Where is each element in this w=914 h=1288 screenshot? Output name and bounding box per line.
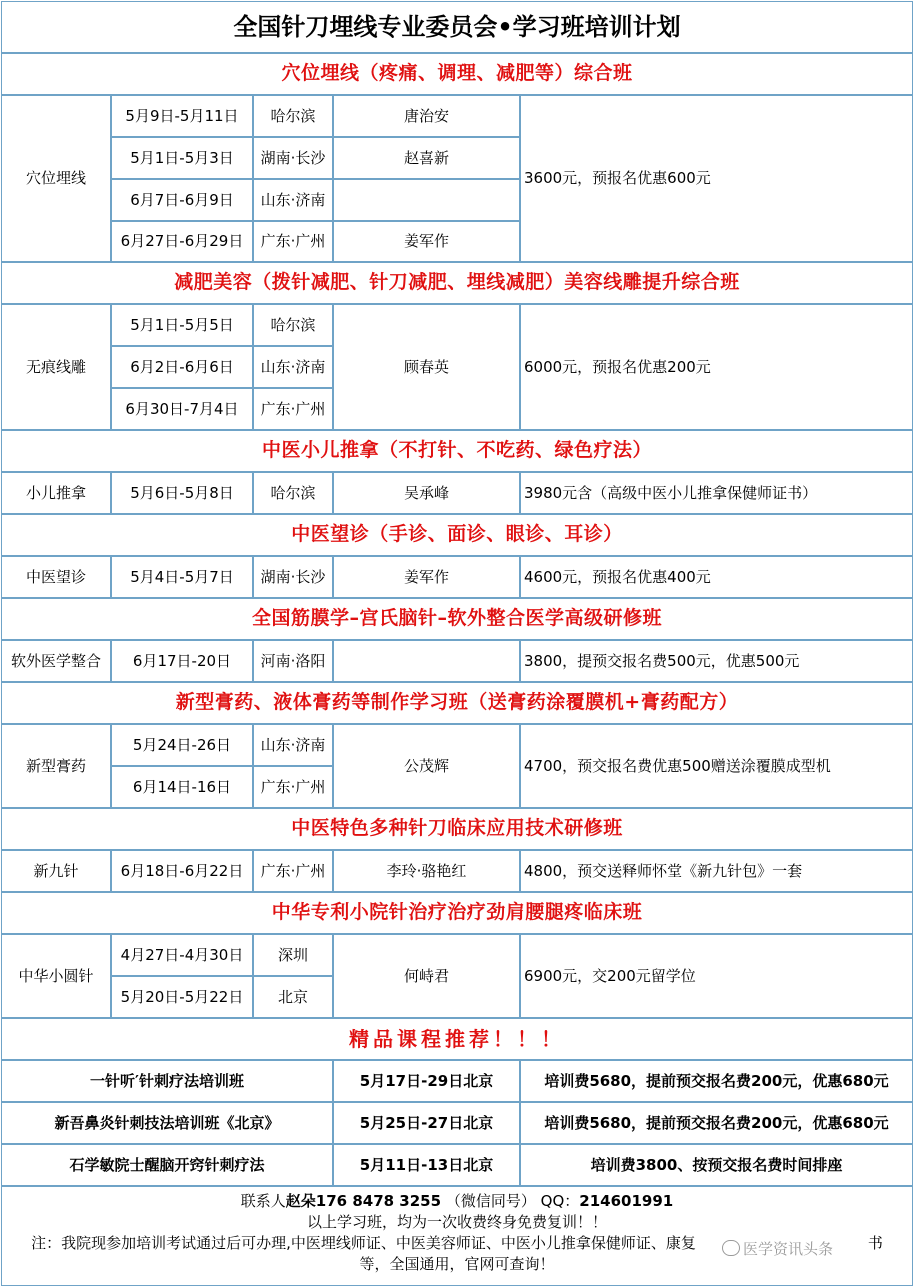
course-city: 广东·广州 [253,850,333,892]
course-name: 穴位埋线 [1,95,111,262]
recommend-course-name: 石学敏院士醒脑开窍针刺疗法 [1,1144,333,1186]
free-retrain-note: 以上学习班，均为一次收费终身免费复训！！ [306,1213,607,1231]
course-city: 山东·济南 [253,179,333,221]
course-price: 3980元含（高级中医小儿推拿保健师证书） [520,472,913,514]
course-price: 3600元，预报名优惠600元 [520,95,913,262]
wechat-note: （微信同号） [445,1192,536,1210]
course-teacher [333,640,520,682]
course-city: 哈尔滨 [253,472,333,514]
recommend-course-price: 培训费5680，提前预交报名费200元，优惠680元 [520,1102,913,1144]
course-date: 5月6日-5月8日 [111,472,253,514]
recommend-course-date: 5月25日-27日北京 [333,1102,520,1144]
course-city: 哈尔滨 [253,304,333,346]
course-teacher: 姜军作 [333,221,520,262]
qq-number: 214601991 [579,1192,674,1210]
section-heading: 中医特色多种针刀临床应用技术研修班 [1,808,913,850]
course-price: 6000元，预报名优惠200元 [520,304,913,430]
recommend-course-price: 培训费5680，提前预交报名费200元，优惠680元 [520,1060,913,1102]
recommend-heading: 精品课程推荐！！！ [1,1018,913,1060]
page-title: 全国针刀埋线专业委员会•学习班培训计划 [1,1,913,53]
course-teacher: 赵喜新 [333,137,520,179]
course-teacher: 公茂辉 [333,724,520,808]
course-date: 6月2日-6月6日 [111,346,253,388]
wechat-icon [722,1240,740,1256]
course-name: 中华小圆针 [1,934,111,1018]
course-date: 6月14日-16日 [111,766,253,808]
course-date: 6月7日-6月9日 [111,179,253,221]
course-date: 5月24日-26日 [111,724,253,766]
course-teacher: 李玲·骆艳红 [333,850,520,892]
course-date: 5月20日-5月22日 [111,976,253,1018]
course-price: 4600元，预报名优惠400元 [520,556,913,598]
course-teacher: 顾春英 [333,304,520,430]
course-date: 6月18日-6月22日 [111,850,253,892]
section-heading: 中医望诊（手诊、面诊、眼诊、耳诊） [1,514,913,556]
course-date: 5月1日-5月5日 [111,304,253,346]
course-date: 5月1日-5月3日 [111,137,253,179]
section-heading: 穴位埋线（疼痛、调理、减肥等）综合班 [1,53,913,95]
contact-prefix: 联系人 [240,1192,286,1210]
course-city: 山东·济南 [253,724,333,766]
course-date: 6月17日-20日 [111,640,253,682]
course-date: 5月4日-5月7日 [111,556,253,598]
course-date: 6月30日-7月4日 [111,388,253,430]
course-teacher: 唐治安 [333,95,520,137]
recommend-course-price: 培训费3800、按预交报名费时间排座 [520,1144,913,1186]
footer-notes [1,1186,913,1286]
section-heading: 减肥美容（拨针减肥、针刀减肥、埋线减肥）美容线雕提升综合班 [1,262,913,304]
section-heading: 中医小儿推拿（不打针、不吃药、绿色疗法） [1,430,913,472]
course-city: 河南·洛阳 [253,640,333,682]
course-name: 中医望诊 [1,556,111,598]
course-price: 3800，提预交报名费500元，优惠500元 [520,640,913,682]
recommend-course-name: 新吾鼻炎针刺技法培训班《北京》 [1,1102,333,1144]
course-city: 广东·广州 [253,766,333,808]
course-city: 广东·广州 [253,221,333,262]
watermark-text: 医学资讯头条 [743,1240,834,1258]
recommend-course-name: 一针听′针刺疗法培训班 [1,1060,333,1102]
section-heading: 全国筋膜学–宫氏脑针–软外整合医学高级研修班 [1,598,913,640]
course-name: 小儿推拿 [1,472,111,514]
certificate-note-text: 注：我院现参加培训考试通过后可办理,中医埋线师证、中医美容师证、中医小儿推拿保健师证、康复 [31,1234,696,1252]
course-name: 新九针 [1,850,111,892]
course-teacher: 何峙君 [333,934,520,1018]
contact-line [2,1191,912,1212]
course-name: 新型膏药 [1,724,111,808]
course-price: 6900元，交200元留学位 [520,934,913,1018]
course-city: 广东·广州 [253,388,333,430]
watermark [720,1238,835,1259]
course-teacher: 吴承峰 [333,472,520,514]
course-city: 北京 [253,976,333,1018]
qq-label: QQ： [540,1192,580,1210]
certificate-note-end: 等，全国通用，官网可查询！ [359,1255,555,1273]
course-name: 软外医学整合 [1,640,111,682]
course-teacher [333,179,520,221]
course-city: 哈尔滨 [253,95,333,137]
course-date: 5月9日-5月11日 [111,95,253,137]
contact-name-phone: 赵朵176 8478 3255 [285,1192,442,1210]
recommend-course-date: 5月11日-13日北京 [333,1144,520,1186]
course-city: 山东·济南 [253,346,333,388]
course-city: 湖南·长沙 [253,137,333,179]
certificate-note-tail: 书 [867,1234,883,1252]
recommend-course-date: 5月17日-29日北京 [333,1060,520,1102]
course-city: 湖南·长沙 [253,556,333,598]
course-price: 4800，预交送释师怀堂《新九针包》一套 [520,850,913,892]
course-date: 6月27日-6月29日 [111,221,253,262]
course-name: 无痕线雕 [1,304,111,430]
course-city: 深圳 [253,934,333,976]
section-heading: 新型膏药、液体膏药等制作学习班（送膏药涂覆膜机+膏药配方） [1,682,913,724]
course-date: 4月27日-4月30日 [111,934,253,976]
course-teacher: 姜军作 [333,556,520,598]
section-heading: 中华专利小院针治疗治疗劲肩腰腿疼临床班 [1,892,913,934]
course-price: 4700，预交报名费优惠500赠送涂覆膜成型机 [520,724,913,808]
